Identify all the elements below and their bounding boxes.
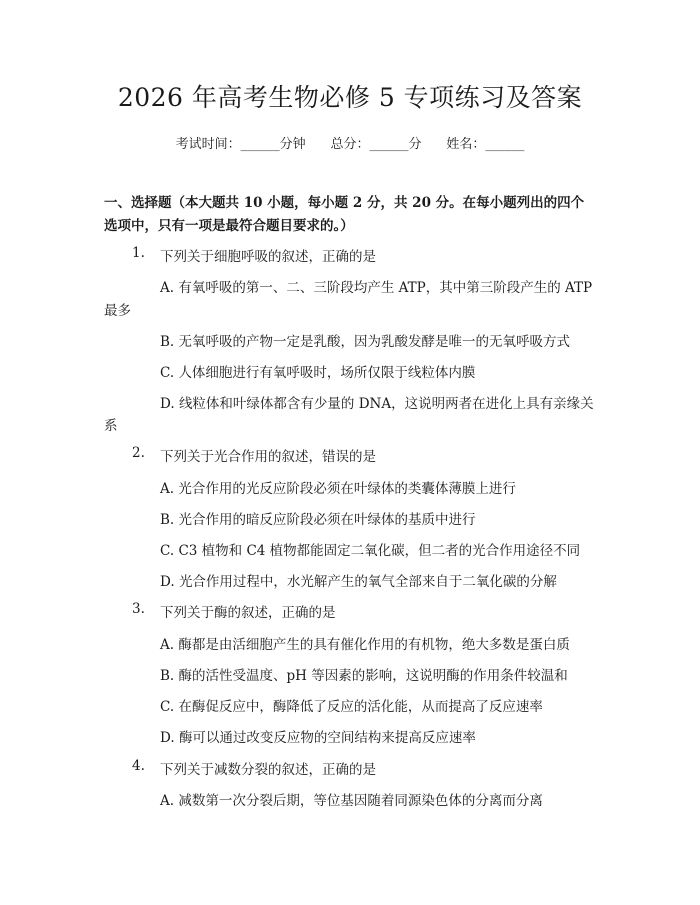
option-text: 有氧呼吸的第一、二、三阶段均产生 ATP，其中第三阶段产生的 ATP [178,280,593,296]
question-number: 2. [132,445,145,461]
page-title: 2026 年高考生物必修 5 专项练习及答案 [117,83,583,112]
option-label: B. [160,334,175,350]
option-text: 光合作用过程中，水光解产生的氧气全部来自于二氧化碳的分解 [178,574,557,590]
option-text: 在酶促反应中，酶降低了反应的活化能，从而提高了反应速率 [178,699,543,715]
option-text: 线粒体和叶绿体都含有少量的 DNA，这说明两者在进化上具有亲缘关 [178,396,594,412]
option-label: A. [160,793,175,809]
option-label: D. [160,396,175,412]
option-label: A. [160,280,175,296]
option-text: 无氧呼吸的产物一定是乳酸，因为乳酸发酵是唯一的无氧呼吸方式 [178,334,571,350]
score-label: 总分： [330,137,370,152]
option-text: 酶的活性受温度、pH 等因素的影响，这说明酶的作用条件较温和 [178,668,568,684]
option-text-continued: 最多 [104,303,131,319]
option-label: A. [160,481,175,497]
option-c [160,539,580,559]
question-number: 3. [132,601,145,617]
question-stem: 下列关于酶的叙述，正确的是 [160,605,336,621]
option-b [160,330,570,350]
time-label: 考试时间： [175,137,241,152]
question-stem: 下列关于细胞呼吸的叙述，正确的是 [160,249,376,265]
option-a [160,477,516,497]
question-number: 1. [132,245,145,261]
option-b [160,508,476,528]
exam-meta-line [0,133,700,152]
question-stem: 下列关于光合作用的叙述，错误的是 [160,449,376,465]
option-text: 人体细胞进行有氧呼吸时，场所仅限于线粒体内膜 [178,365,476,381]
option-a [160,633,570,653]
option-text: 酶可以通过改变反应物的空间结构来提高反应速率 [178,730,476,746]
option-label: D. [160,574,175,590]
option-text: 光合作用的暗反应阶段必须在叶绿体的基质中进行 [178,512,476,528]
option-label: C. [160,543,175,559]
option-text: 酶都是由活细胞产生的具有催化作用的有机物，绝大多数是蛋白质 [178,637,570,653]
score-blank: ______ [369,137,409,152]
question-number: 4. [132,758,145,774]
section-heading: 一、选择题（本大题共 10 小题，每小题 2 分，共 20 分。在每小题列出的四个选项中，只有一项是最符合题目要求的。） [104,195,585,234]
option-d [160,392,594,412]
option-text: 光合作用的光反应阶段必须在叶绿体的类囊体薄膜上进行 [178,481,516,497]
option-label: B. [160,512,175,528]
question-stem: 下列关于减数分裂的叙述，正确的是 [160,762,376,778]
time-unit: 分钟 [279,137,306,152]
option-a [160,789,543,809]
option-c [160,695,543,715]
option-label: A. [160,637,175,653]
option-label: D. [160,730,175,746]
option-label: B. [160,668,175,684]
name-blank: ______ [485,137,525,152]
option-text: C3 植物和 C4 植物都能固定二氧化碳，但二者的光合作用途径不同 [178,543,581,559]
option-text-continued: 系 [104,418,118,434]
option-d [160,726,476,746]
time-blank: ______ [240,137,280,152]
option-a [160,276,592,296]
option-b [160,664,568,684]
option-label: C. [160,699,175,715]
score-unit: 分 [408,137,422,152]
option-label: C. [160,365,175,381]
option-c [160,361,475,381]
option-text: 减数第一次分裂后期，等位基因随着同源染色体的分离而分离 [178,793,543,809]
name-label: 姓名： [446,137,486,152]
option-d [160,570,557,590]
